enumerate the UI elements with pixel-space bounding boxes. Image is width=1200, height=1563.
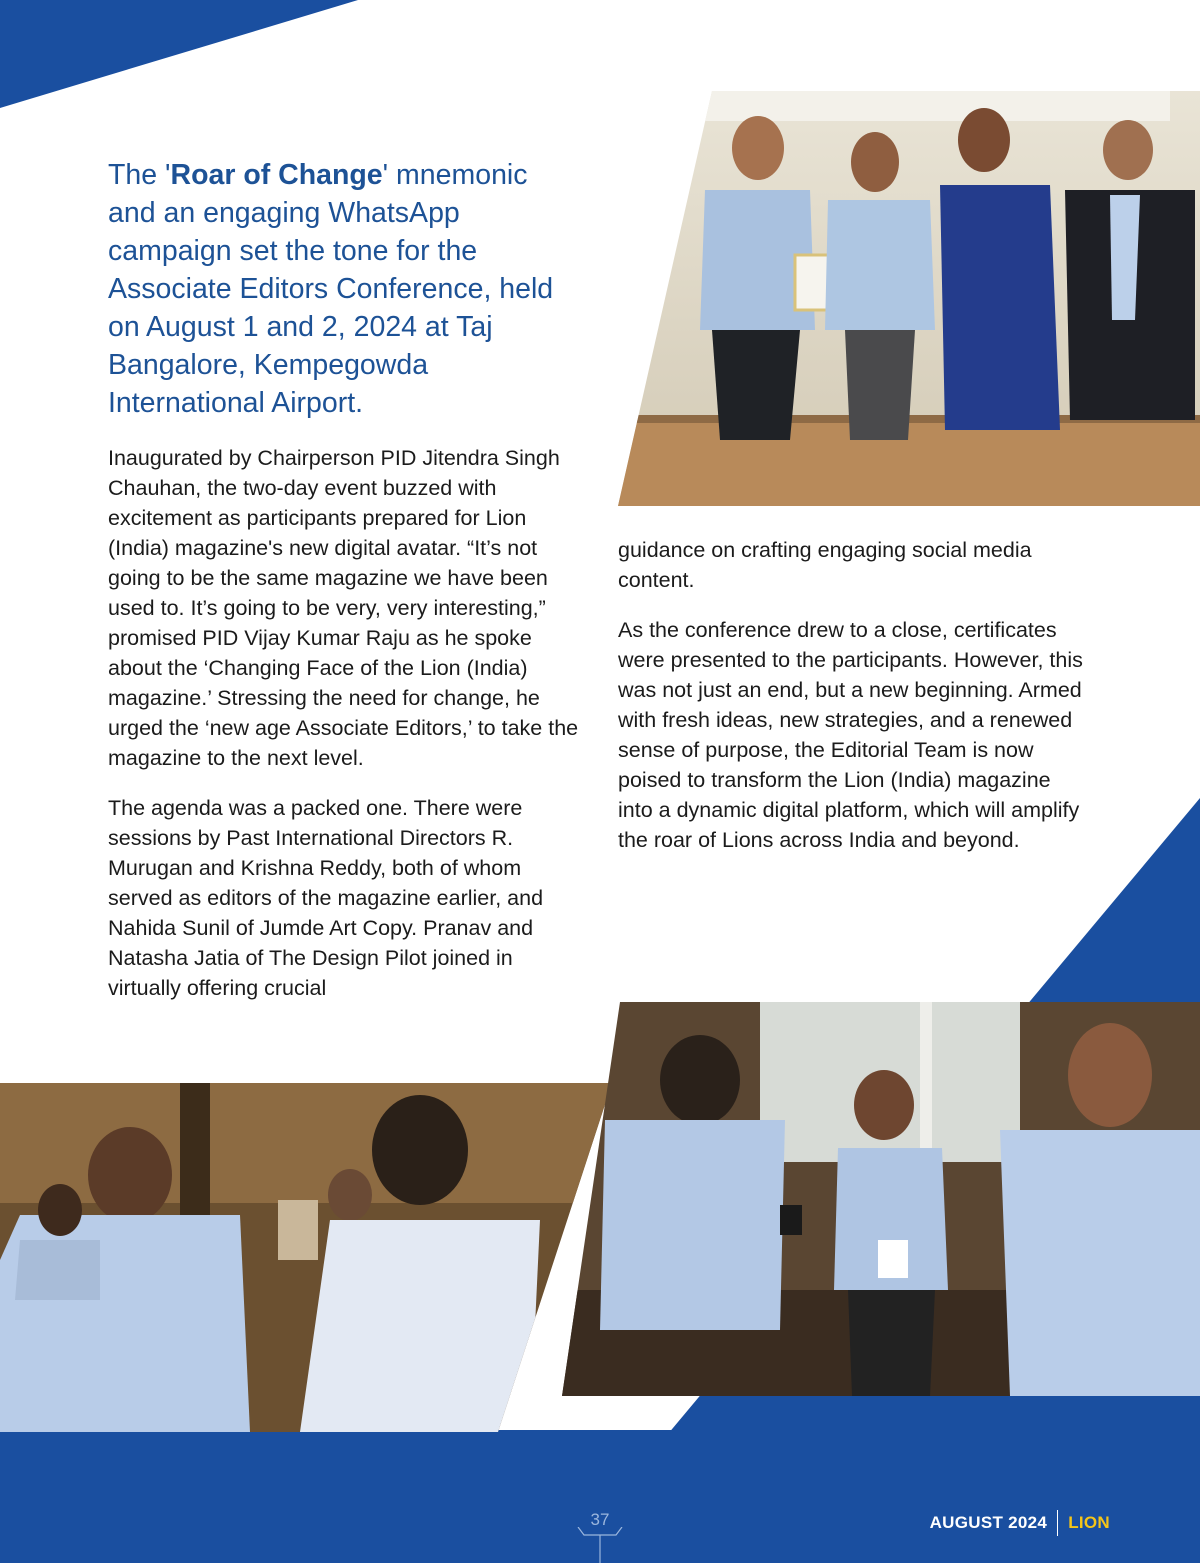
issue-date: AUGUST 2024 <box>929 1513 1048 1532</box>
intro-after: ' mnemonic and an engaging WhatsApp campaign set the tone for the Associate Editors Conference, held on August 1 and 2, 2024 at Taj Bangalore, Kempegowda International Airport. <box>108 159 554 419</box>
paragraph-agenda: The agenda was a packed one. There were sessions by Past International Directors R. Murugan and Krishna Reddy, both of whom served as editors of the magazine earlier, and Nahida Sunil of Jumde Art Copy. Pranav and Natasha Jatia of The Design Pilot joined in virtually offering crucial <box>108 796 544 1000</box>
body-column-left <box>108 443 586 1023</box>
body-column-right <box>618 535 1088 875</box>
paragraph-closing: As the conference drew to a close, certificates were presented to the participants. However, this was not just an end, but a new beginning. Armed with fresh ideas, new strategies, and a renewed sense of purpose, the Editorial Team is now poised to transform the Lion (India) magazine into a dynamic digital platform, which will amplify the roar of Lions across India and beyond. <box>618 618 1083 852</box>
paragraph-inauguration: Inaugurated by Chairperson PID Jitendra Singh Chauhan, the two-day event buzzed with excitement as participants prepared for Lion (India) magazine's new digital avatar. “It’s not going to be the same magazine we have been used to. It’s going to be very, very interesting,” promised PID Vijay Kumar Raju as he spoke about the ‘Changing Face of the Lion (India) magazine.’ Stressing the need for change, he urged the ‘new age Associate Editors,’ to take the magazine to the next level. <box>108 446 579 770</box>
page-number-ornament <box>576 1527 624 1563</box>
paragraph-guidance: guidance on crafting engaging social media content. <box>618 538 1032 592</box>
intro-lead <box>108 156 578 422</box>
page-number: 37 <box>590 1510 610 1529</box>
intro-highlight: Roar of Change <box>170 159 383 191</box>
intro-before: The ' <box>108 159 171 191</box>
footer-divider <box>1057 1510 1058 1536</box>
footer-issue <box>930 1510 1110 1536</box>
magazine-brand: LION <box>1068 1513 1110 1532</box>
